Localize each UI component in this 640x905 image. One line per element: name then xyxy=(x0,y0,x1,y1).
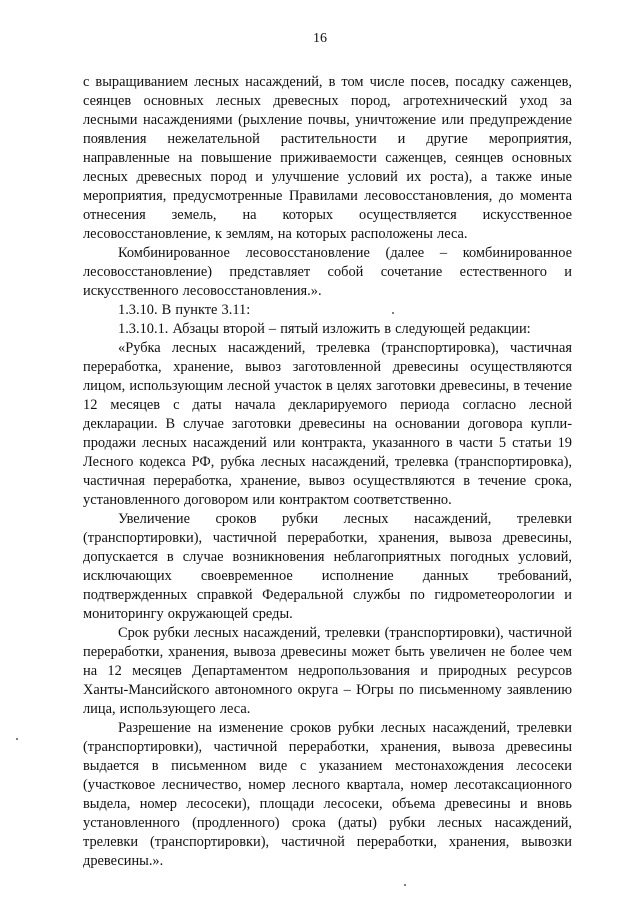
page-number: 16 xyxy=(313,31,327,46)
scan-speck xyxy=(16,738,18,740)
paragraph-permission-details: Разрешение на изменение сроков рубки лесных насаждений, трелевки (транспортировки), частичной переработки, хранения, вывоза древесины выдается в письменном виде с указанием местонахождения лесосеки (участковое лесничество, номер лесного квартала, номер лесотаксационного выдела, номер лесосеки), площади лесосеки, объема древесины и вновь установленного (продленного) срока (даты) рубки лесных насаждений, трелевки (транспортировки), частичной переработки, хранения, вывозки древесины.». xyxy=(83,720,572,869)
document-body xyxy=(83,73,572,871)
scan-speck xyxy=(392,312,394,314)
paragraph-continuation: с выращиванием лесных насаждений, в том числе посев, посадку саженцев, сеянцев основных лесных древесных пород, агротехнический уход за лесными насаждениями (рыхление почвы, уничтожение или предупреждение появления нежелательной растительности и другие мероприятия, направленные на повышение приживаемости саженцев, сеянцев основных лесных древесных пород и улучшение условий их роста), а также иные мероприятия, предусмотренные Правилами лесовосстановления, до момента отнесения земель, на которых осуществляется искусственное лесовосстановление, к землям, на которых расположены леса. xyxy=(83,74,572,242)
paragraph-combined-reforestation: Комбинированное лесовосстановление (далее – комбинированное лесовосстановление) представляет собой сочетание естественного и искусственного лесовосстановления.». xyxy=(83,245,572,299)
paragraph-term-extension-department: Срок рубки лесных насаждений, трелевки (транспортировки), частичной переработки, хранения, вывоза древесины может быть увеличен не более чем на 12 месяцев Департаментом недропользования и природных ресурсов Ханты-Мансийского автономного округа – Югры по письменному заявлению лица, использующего леса. xyxy=(83,625,572,717)
paragraph-clause-1-3-10: 1.3.10. В пункте 3.11: xyxy=(118,302,251,318)
paragraph-term-extension-weather: Увеличение сроков рубки лесных насаждений, трелевки (транспортировки), частичной переработки, хранения, вывоза древесины, допускается в случае возникновения неблагоприятных погодных условий, исключающих своевременное исполнение данных требований, подтвержденных справкой Федеральной службы по гидрометеорологии и мониторингу окружающей среды. xyxy=(83,511,572,622)
scan-speck xyxy=(404,884,406,886)
paragraph-clause-1-3-10-1: 1.3.10.1. Абзацы второй – пятый изложить в следующей редакции: xyxy=(118,321,531,337)
paragraph-logging-terms: «Рубка лесных насаждений, трелевка (транспортировка), частичная переработка, хранение, вывоз заготовленной древесины осуществляются лицом, использующим лесной участок в целях заготовки древесины, в течение 12 месяцев с даты начала декларируемого периода согласно лесной декларации. В случае заготовки древесины на основании договора купли-продажи лесных насаждений или контракта, указанного в части 5 статьи 19 Лесного кодекса РФ, рубка лесных насаждений, трелевка (транспортировка), частичная переработка, хранение, вывоз осуществляются в течение срока, установленного договором или контрактом соответственно. xyxy=(83,340,572,508)
